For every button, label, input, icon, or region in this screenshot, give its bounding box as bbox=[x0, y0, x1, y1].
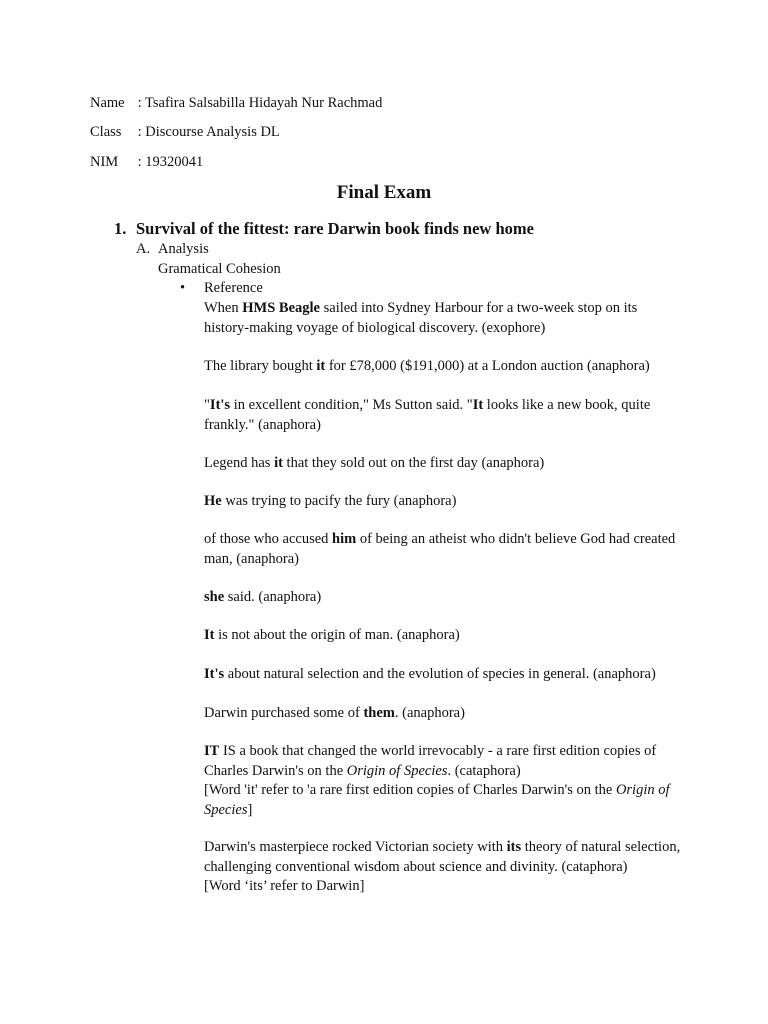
emphasized-word: him bbox=[332, 531, 357, 547]
nim-line bbox=[90, 153, 203, 171]
paragraph bbox=[204, 704, 684, 724]
subsection-label: A. bbox=[136, 241, 151, 257]
paragraph-text: . (anaphora) bbox=[394, 705, 465, 721]
paragraph-text: Darwin purchased some of bbox=[204, 705, 364, 721]
emphasized-word: she bbox=[204, 589, 225, 605]
paragraph-text: Legend has bbox=[204, 455, 275, 471]
paragraph-text: theory of natural selection, challenging conventional wisdom about science and divinity. (cataphora) bbox=[204, 839, 681, 875]
paragraph-text: sailed into Sydney Harbour for a two-week stop on its history-making voyage of biological discovery. (exophore) bbox=[204, 300, 638, 336]
paragraph bbox=[204, 396, 684, 435]
paragraph-text: " bbox=[204, 397, 210, 413]
paragraph-text: about natural selection and the evolution of species in general. (anaphora) bbox=[224, 666, 656, 682]
class-key: Class bbox=[90, 124, 122, 140]
paragraph-text: was trying to pacify the fury (anaphora) bbox=[221, 493, 457, 509]
paragraph bbox=[204, 299, 684, 338]
paragraph-text: that they sold out on the first day (anaphora) bbox=[282, 455, 545, 471]
emphasized-word: it bbox=[316, 358, 326, 374]
paragraph-text: looks like a new book, quite frankly." (anaphora) bbox=[204, 397, 651, 433]
bullet-item bbox=[180, 280, 263, 297]
name-key: Name bbox=[90, 95, 125, 111]
nim-value: : 19320041 bbox=[137, 154, 204, 170]
name-value: : Tsafira Salsabilla Hidayah Nur Rachmad bbox=[137, 95, 383, 111]
name-line bbox=[90, 94, 382, 112]
emphasized-word: It bbox=[204, 627, 215, 643]
paragraph-text: of those who accused bbox=[204, 531, 333, 547]
bullet-text: Reference bbox=[204, 280, 263, 296]
emphasized-word: It's bbox=[204, 666, 225, 682]
section-heading-text: Survival of the fittest: rare Darwin book finds new home bbox=[136, 219, 534, 238]
paragraph-text: When bbox=[204, 300, 243, 316]
emphasized-word: IT bbox=[204, 743, 220, 759]
paragraph-text: Darwin's masterpiece rocked Victorian society with bbox=[204, 839, 507, 855]
paragraph bbox=[204, 665, 684, 685]
paragraph bbox=[204, 626, 684, 646]
paragraph bbox=[204, 454, 684, 474]
paragraph-text: ] bbox=[247, 801, 253, 818]
category-heading: Gramatical Cohesion bbox=[158, 261, 281, 277]
paragraph-text: IS a book that changed the world irrevocably - a rare first edition copies of Charles Darwin's on the bbox=[204, 743, 657, 779]
emphasized-word: It bbox=[472, 397, 484, 413]
paragraph-text: for £78,000 ($191,000) at a London auction (anaphora) bbox=[325, 358, 650, 374]
paragraph bbox=[204, 838, 684, 897]
italic-title: Origin of Species bbox=[204, 782, 670, 818]
paragraph bbox=[204, 742, 684, 820]
emphasized-word: He bbox=[204, 493, 222, 509]
subsection-heading bbox=[136, 241, 209, 258]
paragraph-text: in excellent condition," Ms Sutton said. " bbox=[230, 397, 473, 413]
paragraph-text: said. (anaphora) bbox=[224, 589, 322, 605]
italic-title: Origin of Species bbox=[346, 762, 448, 779]
paragraph bbox=[204, 492, 684, 512]
paragraph-text: . (cataphora) bbox=[447, 762, 521, 779]
subsection-text: Analysis bbox=[158, 241, 209, 257]
paragraph-text: The library bought bbox=[204, 358, 317, 374]
emphasized-word: its bbox=[506, 839, 522, 855]
paragraph bbox=[204, 588, 684, 608]
page-title: Final Exam bbox=[336, 182, 432, 203]
paragraph-text: [Word ‘its’ refer to Darwin] bbox=[204, 878, 365, 894]
emphasized-word: It's bbox=[209, 397, 231, 413]
emphasized-word: HMS Beagle bbox=[242, 300, 320, 316]
class-line bbox=[90, 123, 280, 141]
paragraph-text: is not about the origin of man. (anaphora) bbox=[214, 627, 460, 643]
paragraph bbox=[204, 530, 684, 569]
nim-key: NIM bbox=[90, 154, 119, 170]
emphasized-word: them bbox=[363, 705, 395, 721]
paragraph-text: [Word 'it' refer to 'a rare first edition copies of Charles Darwin's on the bbox=[204, 782, 616, 798]
bullet-dot: • bbox=[180, 280, 186, 296]
section-heading bbox=[114, 219, 534, 239]
paragraph bbox=[204, 357, 684, 377]
paragraph-text: of being an atheist who didn't believe God had created man, (anaphora) bbox=[204, 531, 676, 567]
emphasized-word: it bbox=[274, 455, 283, 471]
section-number: 1. bbox=[114, 219, 127, 238]
class-value: : Discourse Analysis DL bbox=[137, 124, 280, 140]
